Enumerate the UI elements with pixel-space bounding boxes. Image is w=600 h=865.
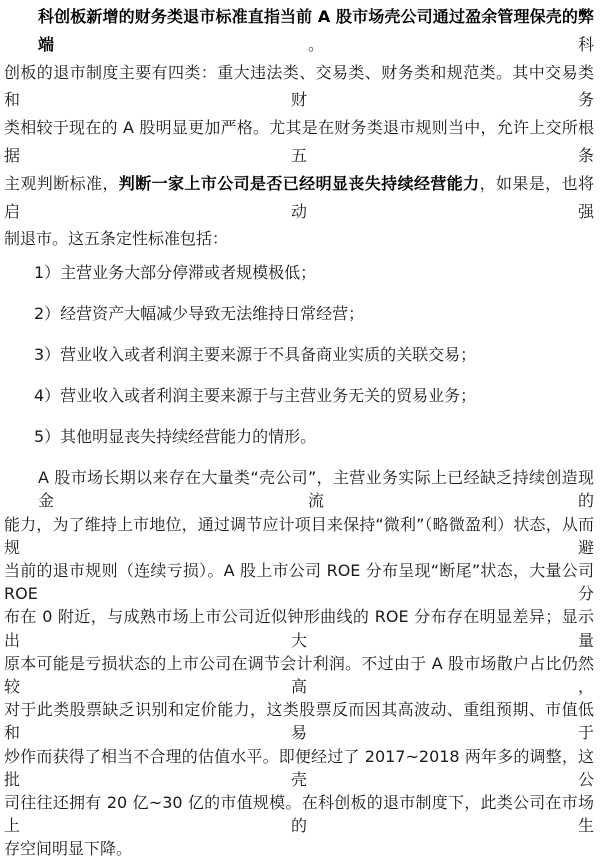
criteria-list xyxy=(4,261,594,449)
paragraph-line xyxy=(4,170,594,226)
paragraph-line: 布在 0 附近，与成熟市场上市公司近似钟形曲线的 ROE 分布存在明显差异；显示出大量 xyxy=(4,607,594,650)
bold-lead-sentence: 科创板新增的财务类退市标准直指当前 A 股市场壳公司通过盈余管理保壳的弊端 xyxy=(38,7,594,54)
criteria-item: 4）营业收入或者利润主要来源于与主营业务无关的贸易业务； xyxy=(34,386,477,406)
text: 主观判断标准， xyxy=(4,173,119,193)
paragraph-line: 制退市。这五条定性标准包括： xyxy=(4,229,229,249)
paragraph-line: 司往往还拥有 20 亿~30 亿的市值规模。在科创板的退市制度下，此类公司在市场上的生 xyxy=(4,793,594,836)
paragraph-line: 当前的退市规则（连续亏损）。A 股上市公司 ROE 分布呈现“断尾”状态，大量公司 ROE 分 xyxy=(4,560,594,604)
paragraph-line: 对于此类股票缺乏识别和定价能力，这类股票反而因其高波动、重组预期、市值低和易于 xyxy=(4,700,594,743)
paragraph-shell-companies xyxy=(4,466,594,860)
paragraph-delisting-standards xyxy=(4,3,594,253)
paragraph-line: 原本可能是亏损状态的上市公司在调节会计利润。不过由于 A 股市场散户占比仍然较高， xyxy=(4,653,594,696)
criteria-item: 2）经营资产大幅减少导致无法维持日常经营； xyxy=(34,304,365,324)
paragraph-line: 类相较于现在的 A 股明显更加严格。尤其是在财务类退市规则当中，允许上交所根据五条 xyxy=(4,118,594,165)
text: ，如果是，也将启动强 xyxy=(4,173,594,221)
text: 。科 xyxy=(308,34,594,54)
paragraph-line: 创板的退市制度主要有四类：重大违法类、交易类、财务类和规范类。其中交易类和财务 xyxy=(4,62,594,110)
paragraph-line: 能力，为了维持上市地位，通过调节应计项目来保持“微利”（略微盈利）状态，从而规避 xyxy=(4,514,594,557)
paragraph-line: A 股市场长期以来存在大量类“壳公司”，主营业务实际上已经缺乏持续创造现金流的 xyxy=(38,468,594,511)
criteria-item: 1）主营业务大部分停滞或者规模极低； xyxy=(34,263,317,283)
bold-emphasis: 判断一家上市公司是否已经明显丧失持续经营能力 xyxy=(118,173,480,193)
criteria-item: 3）营业收入或者利润主要来源于不具备商业实质的关联交易； xyxy=(34,345,477,365)
paragraph-line xyxy=(4,3,594,59)
criteria-item: 5）其他明显丧失持续经营能力的情形。 xyxy=(34,427,317,447)
paragraph-line: 存空间明显下降。 xyxy=(4,839,133,859)
paragraph-line: 炒作而获得了相当不合理的估值水平。即便经过了 2017~2018 两年多的调整，这批壳公 xyxy=(4,746,594,789)
